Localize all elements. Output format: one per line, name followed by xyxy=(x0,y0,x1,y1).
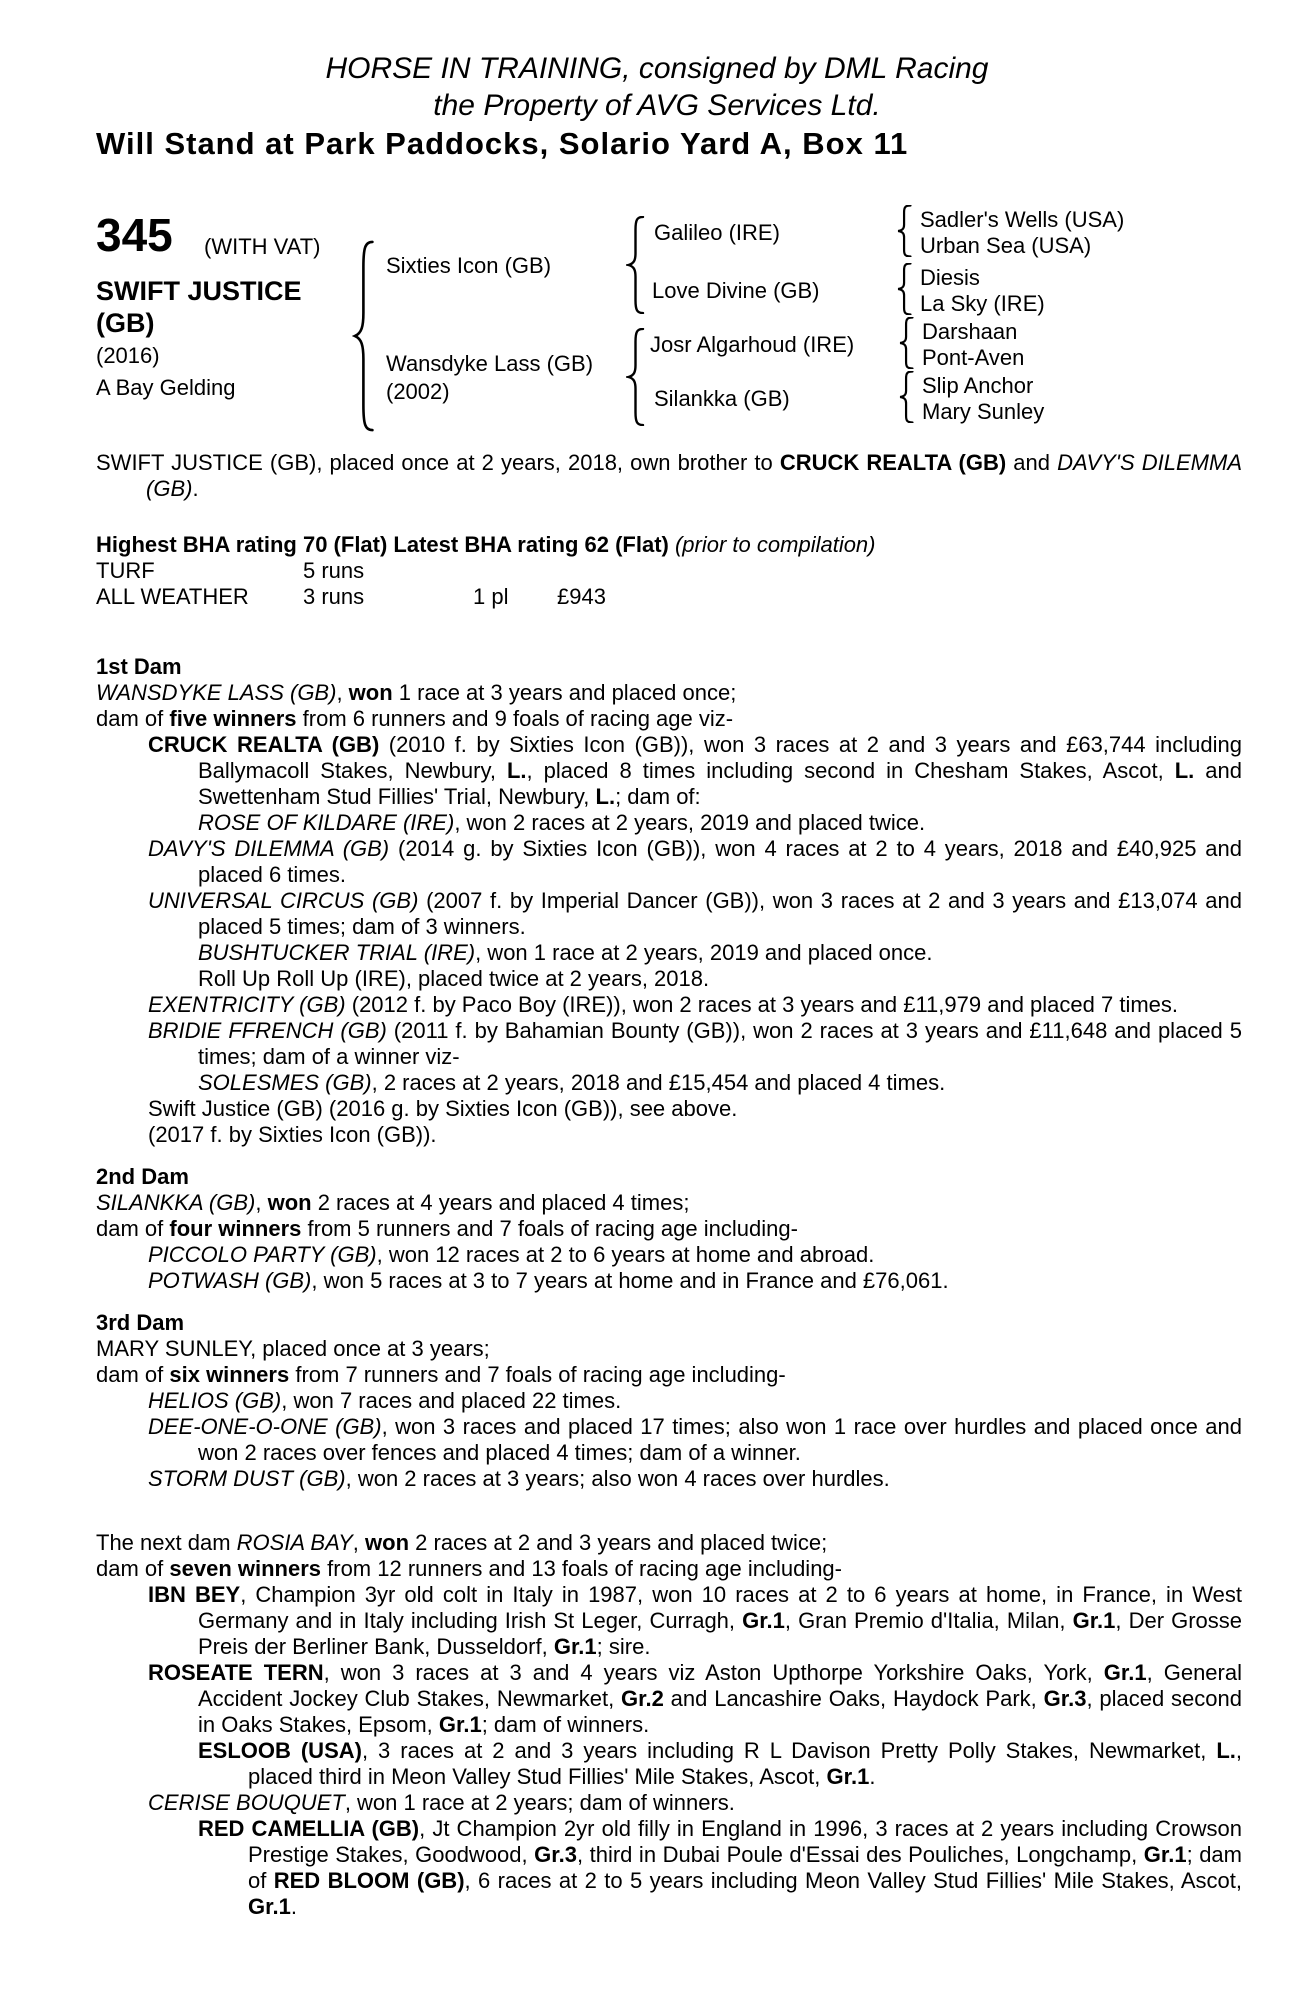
horse-suffix: (GB) xyxy=(96,308,155,338)
text-segment: ; dam of xyxy=(248,1842,1242,1893)
ratings-title xyxy=(96,532,1242,558)
ratings-row-all-weather xyxy=(96,584,1242,610)
text-segment: DAVY'S DILEMMA (GB) xyxy=(148,836,390,861)
horse-description: A Bay Gelding xyxy=(96,375,236,400)
text-segment: Gr.1 xyxy=(1143,1842,1187,1867)
lot-number: 345 xyxy=(96,209,173,261)
text-segment: , Champion 3yr old colt in Italy in 1987, won 10 races at 2 to 6 years at home, in France, in West Germany and in Italy including Irish St Leger, Curragh, xyxy=(198,1582,1242,1633)
pedigree-paragraph xyxy=(96,1790,1242,1816)
placed-value xyxy=(473,558,557,584)
ggp-name: Darshaan xyxy=(922,319,1018,344)
brace-icon xyxy=(896,205,913,257)
text-segment: Gr.1 xyxy=(1103,1660,1147,1685)
lot-vat-note: (WITH VAT) xyxy=(204,234,321,259)
text-segment: , won 3 races and placed 17 times; also won 1 race over hurdles and placed once and won 2 races over fences and placed 4 times; dam of a winner. xyxy=(198,1414,1242,1465)
text-segment: , won 5 races at 3 to 7 years at home and in France and £76,061. xyxy=(311,1268,949,1293)
pedigree-paragraph xyxy=(96,1660,1242,1738)
pedigree-paragraph xyxy=(96,810,1242,836)
dam-dam-name: Silankka (GB) xyxy=(654,386,790,411)
text-segment: ROSIA BAY xyxy=(236,1530,353,1555)
text-segment: PICCOLO PARTY (GB) xyxy=(148,1242,377,1267)
text-segment: CRUCK REALTA (GB) xyxy=(779,450,1007,475)
text-segment: IBN BEY xyxy=(148,1582,241,1607)
text-segment: , placed third in Meon Valley Stud Fillies' Mile Stakes, Ascot, xyxy=(248,1738,1242,1789)
text-segment: Gr.1 xyxy=(742,1608,785,1633)
text-segment: and Lancashire Oaks, Haydock Park, xyxy=(663,1686,1044,1711)
dam-year: (2002) xyxy=(386,379,450,404)
placed-value: 1 pl xyxy=(473,584,509,609)
text-segment: dam of xyxy=(96,1362,170,1387)
brace-icon xyxy=(896,263,913,315)
text-segment: BUSHTUCKER TRIAL (IRE) xyxy=(198,940,476,965)
text-segment: EXENTRICITY (GB) xyxy=(148,992,346,1017)
pedigree-paragraph xyxy=(96,1530,1242,1556)
text-segment: , xyxy=(255,1190,268,1215)
text-segment: L. xyxy=(506,758,527,783)
pedigree-paragraph xyxy=(96,706,1242,732)
pedigree-paragraph xyxy=(96,1122,1242,1148)
text-segment: (prior to compilation) xyxy=(674,532,876,557)
pedigree-paragraph xyxy=(96,940,1242,966)
pedigree-paragraph xyxy=(96,680,1242,706)
pedigree-paragraph xyxy=(96,1466,1242,1492)
pedigree-tree xyxy=(0,0,1314,460)
dam-section xyxy=(96,1310,1242,1492)
text-segment: from 7 runners and 7 foals of racing age including- xyxy=(289,1362,786,1387)
text-segment: , Gran Premio d'Italia, Milan, xyxy=(784,1608,1073,1633)
text-segment: WANSDYKE LASS (GB) xyxy=(96,680,337,705)
text-segment: The next dam xyxy=(96,1530,237,1555)
text-segment: four winners xyxy=(169,1216,302,1241)
text-segment: 2 races at 4 years and placed 4 times; xyxy=(311,1190,690,1215)
text-segment: Gr.1 xyxy=(1072,1608,1116,1633)
text-segment: , won 7 races and placed 22 times. xyxy=(281,1388,622,1413)
ggp-name: Mary Sunley xyxy=(922,399,1045,424)
text-segment: DAVY'S DILEMMA (GB) xyxy=(146,450,1243,501)
text-segment: Gr.1 xyxy=(826,1764,870,1789)
pedigree-paragraph xyxy=(96,1242,1242,1268)
text-segment: (2014 g. by Sixties Icon (GB)), won 4 races at 2 to 4 years, 2018 and £40,925 and placed 6 times. xyxy=(198,836,1242,887)
text-segment: ; dam of: xyxy=(615,784,701,809)
text-segment: Gr.1 xyxy=(438,1712,482,1737)
text-segment: . xyxy=(192,476,199,501)
text-segment: , won 1 race at 2 years, 2019 and placed once. xyxy=(475,940,933,965)
pedigree-paragraph xyxy=(96,1362,1242,1388)
brace-icon xyxy=(626,216,646,314)
dam-section xyxy=(96,1164,1242,1294)
text-segment: DEE-ONE-O-ONE (GB) xyxy=(148,1414,382,1439)
runs-value: 3 runs xyxy=(303,584,365,609)
text-segment: and xyxy=(1006,450,1058,475)
text-segment: Roll Up Roll Up (IRE), placed twice at 2 years, 2018. xyxy=(198,966,710,991)
dam-section xyxy=(96,654,1242,1148)
text-segment: Gr.1 xyxy=(248,1894,291,1919)
text-segment: SOLESMES (GB) xyxy=(198,1070,372,1095)
text-segment: , won 2 races at 2 years, 2019 and placed twice. xyxy=(454,810,926,835)
text-segment: , won 12 races at 2 to 6 years at home and abroad. xyxy=(376,1242,875,1267)
text-segment: 2 races at 2 and 3 years and placed twice; xyxy=(409,1530,828,1555)
ggp-name: Urban Sea (USA) xyxy=(920,233,1092,258)
text-segment: , xyxy=(352,1530,366,1555)
text-segment: POTWASH (GB) xyxy=(148,1268,312,1293)
ggp-name: Pont-Aven xyxy=(922,345,1025,370)
sire-name: Sixties Icon (GB) xyxy=(386,253,552,278)
text-segment: ESLOOB (USA) xyxy=(198,1738,362,1763)
pedigree-paragraph xyxy=(96,732,1242,810)
text-segment: ROSE OF KILDARE (IRE) xyxy=(198,810,455,835)
pedigree-paragraph xyxy=(96,1190,1242,1216)
foaling-year: (2016) xyxy=(96,343,160,368)
text-segment: 1 race at 3 years and placed once; xyxy=(392,680,737,705)
surface-label: ALL WEATHER xyxy=(96,584,249,609)
text-segment: (2010 f. by Sixties Icon (GB)), won 3 races at 2 and 3 years and £63,744 including Ballymacoll Stakes, Newbury, xyxy=(198,732,1242,783)
text-segment: , xyxy=(336,680,349,705)
text-segment: CERISE BOUQUET xyxy=(148,1790,345,1815)
catalogue-body xyxy=(96,450,1242,1920)
section-heading: 1st Dam xyxy=(96,654,182,679)
text-segment: seven winners xyxy=(169,1556,322,1581)
text-segment: . xyxy=(869,1764,876,1789)
text-segment: Swift Justice (GB) (2016 g. by Sixties Icon (GB)), see above. xyxy=(148,1096,738,1121)
text-segment: Gr.3 xyxy=(1043,1686,1087,1711)
ratings-row-turf xyxy=(96,558,1242,584)
text-segment: . xyxy=(290,1894,297,1919)
text-segment: UNIVERSAL CIRCUS (GB) xyxy=(148,888,419,913)
text-segment: SILANKKA (GB) xyxy=(96,1190,256,1215)
brace-icon xyxy=(898,371,915,423)
pedigree-paragraph xyxy=(96,836,1242,888)
pedigree-paragraph xyxy=(96,1414,1242,1466)
text-segment: SWIFT JUSTICE (GB), placed once at 2 years, 2018, own brother to xyxy=(96,450,780,475)
text-segment: , won 1 race at 2 years; dam of winners. xyxy=(344,1790,735,1815)
text-segment: won xyxy=(348,680,393,705)
ggp-name: Slip Anchor xyxy=(922,373,1034,398)
brace-icon xyxy=(352,240,376,432)
pedigree-paragraph xyxy=(96,1018,1242,1070)
text-segment: (2017 f. by Sixties Icon (GB)). xyxy=(148,1122,437,1147)
text-segment: from 6 runners and 9 foals of racing age viz- xyxy=(296,706,734,731)
earnings-value xyxy=(557,558,1242,584)
ggp-name: Sadler's Wells (USA) xyxy=(920,207,1125,232)
pedigree-paragraph xyxy=(96,1816,1242,1920)
text-segment: won xyxy=(365,1530,410,1555)
section-heading: 3rd Dam xyxy=(96,1310,185,1335)
text-segment: and Swettenham Stud Fillies' Trial, Newbury, xyxy=(198,758,1242,809)
text-segment: RED BLOOM (GB) xyxy=(273,1868,465,1893)
stand-location-line: Will Stand at Park Paddocks, Solario Yard A, Box 11 xyxy=(96,126,909,161)
text-segment: Highest BHA rating 70 (Flat) Latest BHA rating 62 (Flat) xyxy=(96,532,675,557)
pedigree-paragraph xyxy=(96,1268,1242,1294)
text-segment: ROSEATE TERN xyxy=(148,1660,324,1685)
text-segment: , won 2 races at 3 years; also won 4 races over hurdles. xyxy=(345,1466,890,1491)
text-segment: , 6 races at 2 to 5 years including Meon Valley Stud Fillies' Mile Stakes, Ascot, xyxy=(464,1868,1242,1893)
sire-sire-name: Galileo (IRE) xyxy=(654,220,780,245)
pedigree-paragraph xyxy=(96,1738,1242,1790)
text-segment: , General Accident Jockey Club Stakes, Newmarket, xyxy=(198,1660,1242,1711)
dam-name: Wansdyke Lass (GB) xyxy=(386,351,594,376)
text-segment: (2007 f. by Imperial Dancer (GB)), won 3 races at 2 and 3 years and £13,074 and placed 5 times; dam of 3 winners. xyxy=(198,888,1243,939)
pedigree-paragraph xyxy=(96,1388,1242,1414)
surface-label: TURF xyxy=(96,558,155,583)
text-segment: ; dam of winners. xyxy=(481,1712,650,1737)
property-line: the Property of AVG Services Ltd. xyxy=(433,89,881,122)
ggp-name: Diesis xyxy=(920,265,980,290)
text-segment: L. xyxy=(1216,1738,1236,1763)
pedigree-paragraph xyxy=(96,1070,1242,1096)
earnings-value: £943 xyxy=(557,584,606,609)
text-segment: , won 3 races at 3 and 4 years viz Aston Upthorpe Yorkshire Oaks, York, xyxy=(323,1660,1104,1685)
brace-icon xyxy=(898,317,915,369)
text-segment: (2011 f. by Bahamian Bounty (GB)), won 2 races at 3 years and £11,648 and placed 5 times; dam of a winner viz- xyxy=(198,1018,1242,1069)
pedigree-paragraph xyxy=(96,966,1242,992)
text-segment: (2012 f. by Paco Boy (IRE)), won 2 races at 3 years and £11,979 and placed 7 times. xyxy=(345,992,1179,1017)
text-segment: , Der Grosse Preis der Berliner Bank, Dusseldorf, xyxy=(198,1608,1242,1659)
text-segment: MARY SUNLEY, placed once at 3 years; xyxy=(96,1336,490,1361)
consignor-line: HORSE IN TRAINING, consigned by DML Racing xyxy=(325,52,989,85)
text-segment: , third in Dubai Poule d'Essai des Pouliches, Longchamp, xyxy=(576,1842,1144,1867)
horse-name: SWIFT JUSTICE xyxy=(96,276,302,306)
text-segment: six winners xyxy=(169,1362,290,1387)
text-segment: , placed second in Oaks Stakes, Epsom, xyxy=(198,1686,1242,1737)
pedigree-paragraph xyxy=(96,1582,1242,1660)
text-segment: Gr.3 xyxy=(534,1842,577,1867)
text-segment: L. xyxy=(595,784,616,809)
text-segment: , 3 races at 2 and 3 years including R L Davison Pretty Polly Stakes, Newmarket, xyxy=(361,1738,1217,1763)
text-segment: ; sire. xyxy=(596,1634,651,1659)
text-segment: , 2 races at 2 years, 2018 and £15,454 and placed 4 times. xyxy=(371,1070,946,1095)
text-segment: STORM DUST (GB) xyxy=(148,1466,346,1491)
pedigree-paragraph xyxy=(96,1096,1242,1122)
ggp-name: La Sky (IRE) xyxy=(920,291,1045,316)
text-segment: from 5 runners and 7 foals of racing age including- xyxy=(301,1216,798,1241)
section-heading: 2nd Dam xyxy=(96,1164,189,1189)
pedigree-paragraph xyxy=(96,1556,1242,1582)
text-segment: Gr.1 xyxy=(553,1634,597,1659)
brace-icon xyxy=(626,328,646,426)
text-segment: CRUCK REALTA (GB) xyxy=(148,732,380,757)
text-segment: , placed 8 times including second in Chesham Stakes, Ascot, xyxy=(526,758,1175,783)
pedigree-paragraph xyxy=(96,888,1242,940)
text-segment: dam of xyxy=(96,1216,170,1241)
text-segment: HELIOS (GB) xyxy=(148,1388,282,1413)
pedigree-paragraph xyxy=(96,1216,1242,1242)
text-segment: L. xyxy=(1174,758,1195,783)
text-segment: dam of xyxy=(96,1556,170,1581)
pedigree-paragraph xyxy=(96,1336,1242,1362)
text-segment: won xyxy=(267,1190,312,1215)
dam-sections xyxy=(96,654,1242,1920)
dam-sire-name: Josr Algarhoud (IRE) xyxy=(650,332,855,357)
text-segment: dam of xyxy=(96,706,170,731)
pedigree-paragraph xyxy=(96,992,1242,1018)
text-segment: , Jt Champion 2yr old filly in England in 1996, 3 races at 2 years including Crowson Prestige Stakes, Goodwood, xyxy=(248,1816,1242,1867)
text-segment: BRIDIE FFRENCH (GB) xyxy=(148,1018,387,1043)
ratings-block xyxy=(96,532,1242,610)
text-segment: five winners xyxy=(169,706,297,731)
sire-dam-name: Love Divine (GB) xyxy=(652,278,820,303)
text-segment: RED CAMELLIA (GB) xyxy=(198,1816,420,1841)
runs-value: 5 runs xyxy=(303,558,365,583)
text-segment: from 12 runners and 13 foals of racing age including- xyxy=(321,1556,842,1581)
text-segment: Gr.2 xyxy=(621,1686,664,1711)
dam-section xyxy=(96,1530,1242,1920)
